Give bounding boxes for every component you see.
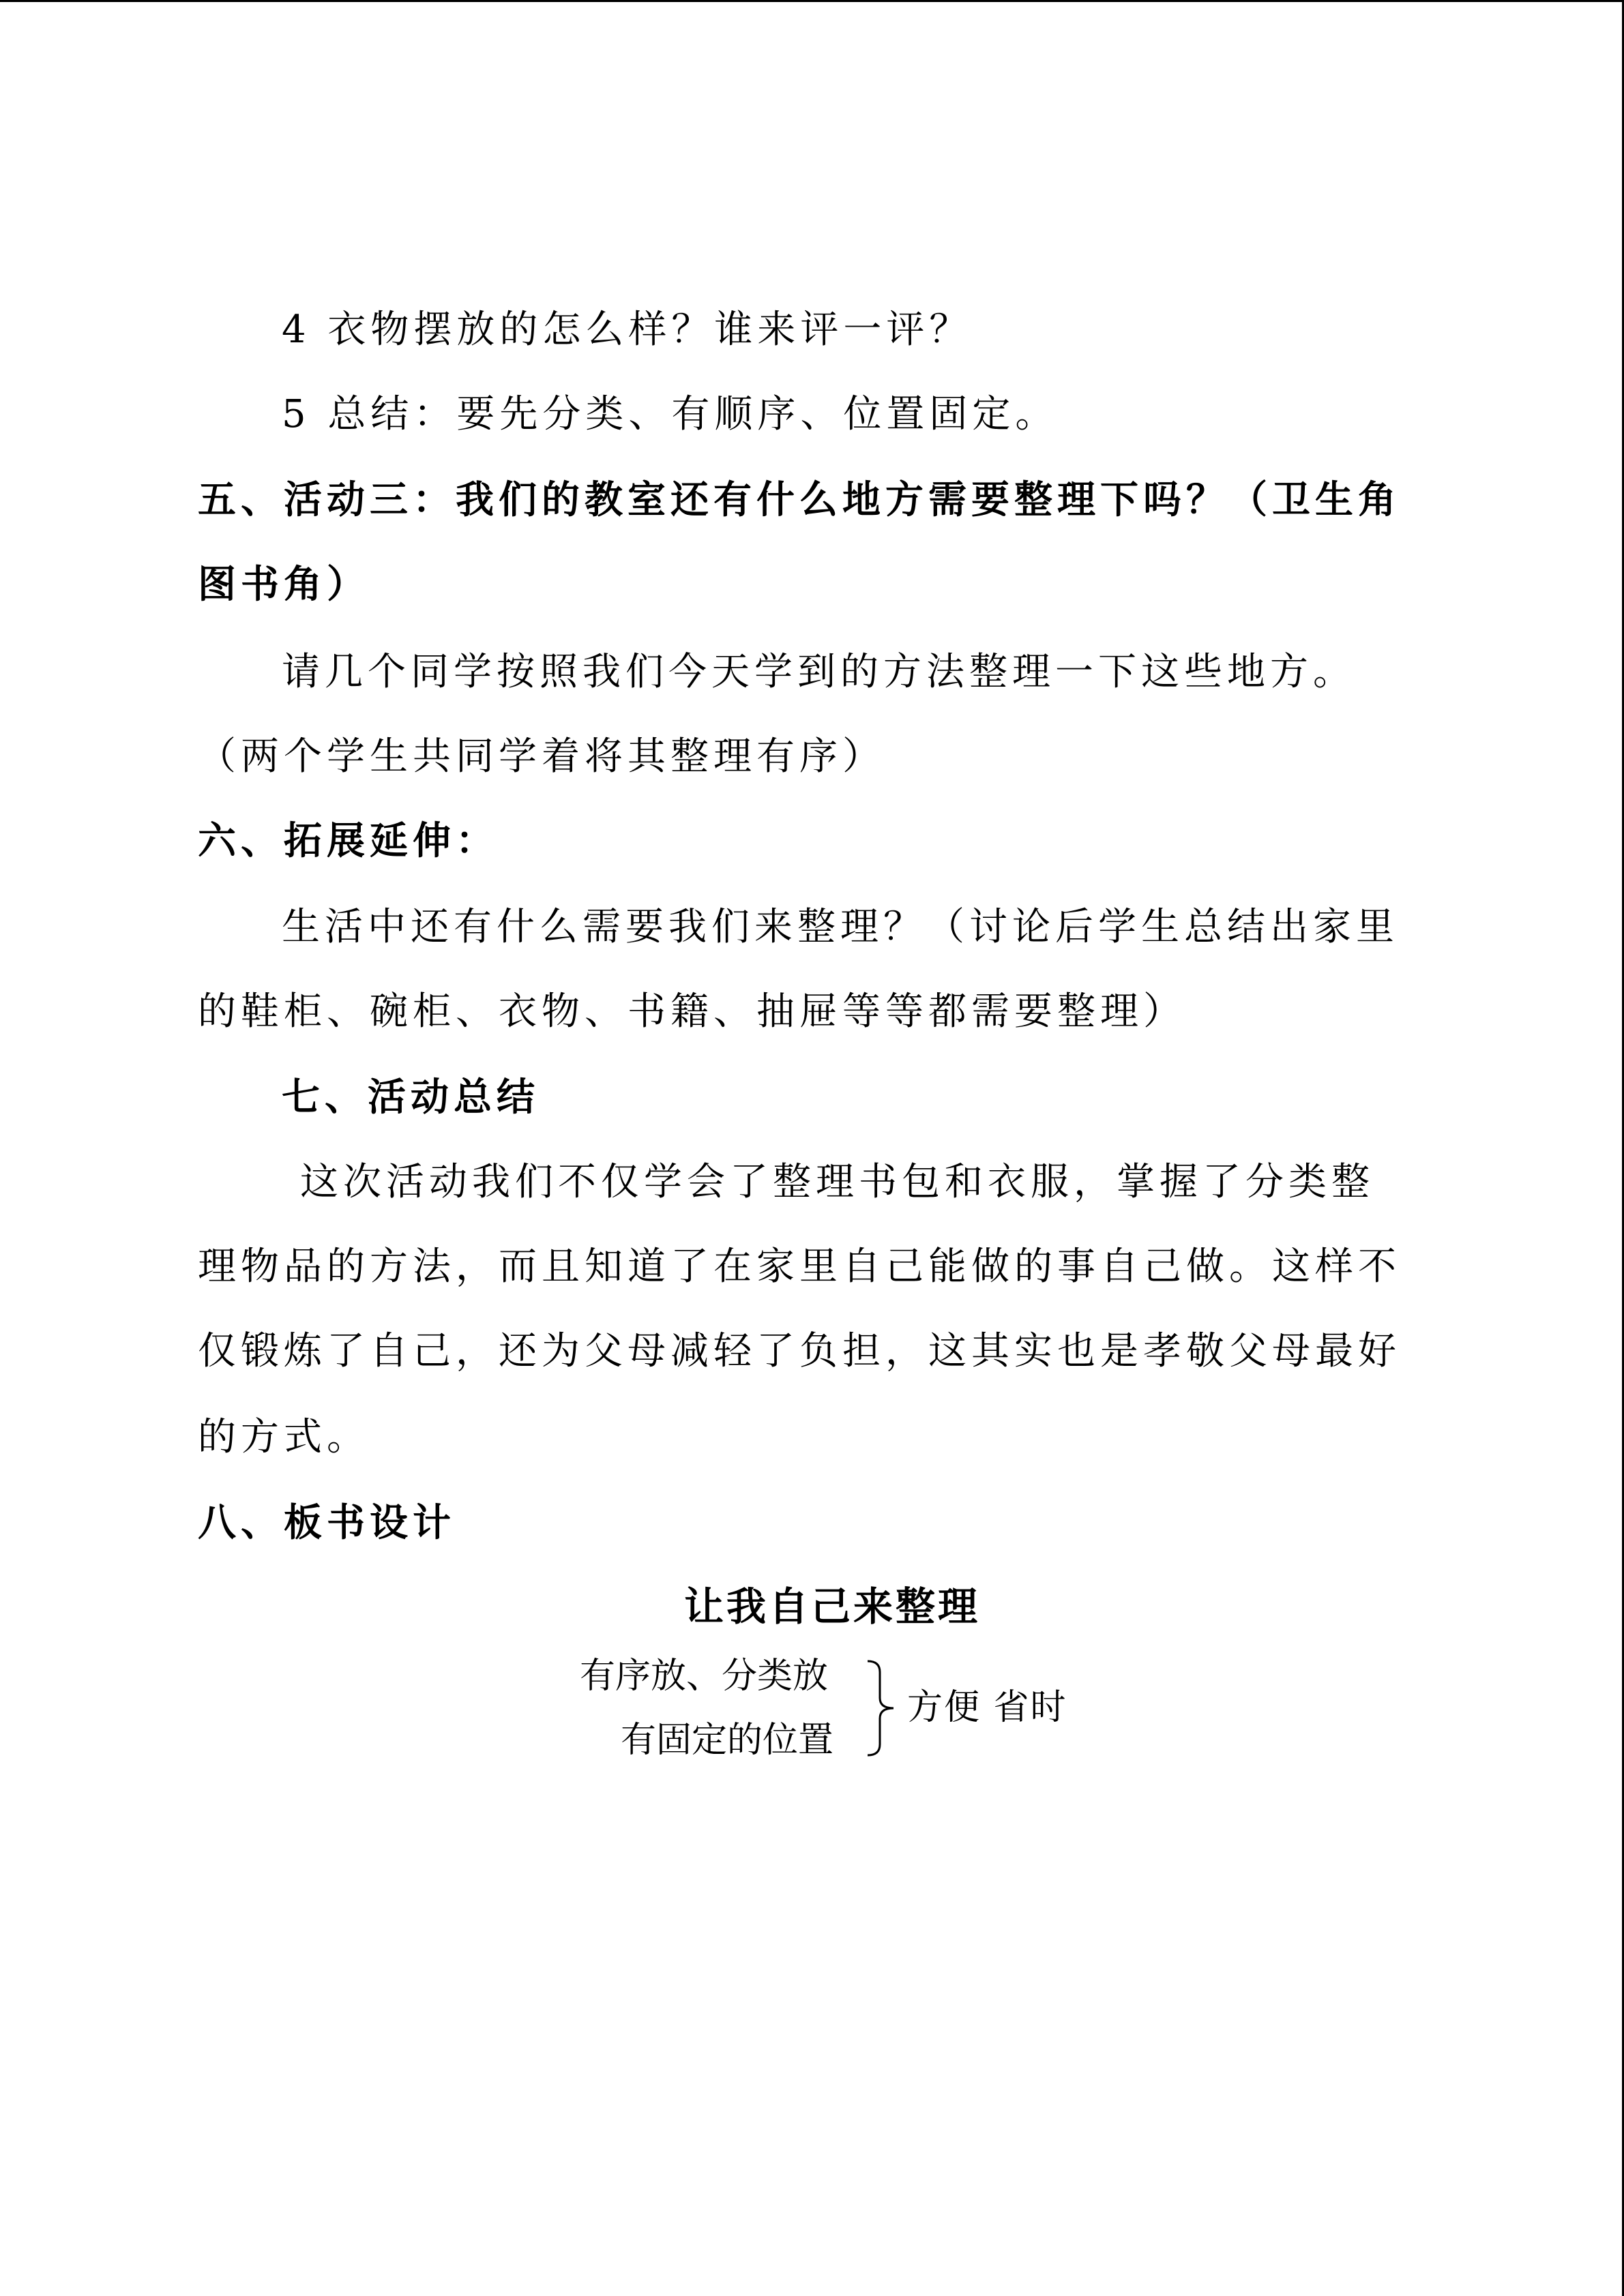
board-item-fixed-place: 有固定的位置: [621, 1720, 834, 1761]
heading-board-design: 八、板书设计: [198, 1501, 456, 1545]
right-brace-icon: [865, 1657, 906, 1759]
heading-activity-three-cont: 图书角）: [198, 563, 370, 607]
paragraph-summary: 这次活动我们不仅学会了整理书包和衣服，掌握了分类整: [300, 1160, 1374, 1204]
paragraph-activity-three-note: （两个学生共同学着将其整理有序）: [198, 734, 885, 779]
paragraph-step-4: 4 衣物摆放的怎么样？谁来评一评？: [282, 308, 973, 352]
paragraph-summary-cont-3: 的方式。: [198, 1415, 370, 1459]
paragraph-extension: 生活中还有什么需要我们来整理？（讨论后学生总结出家里: [282, 905, 1399, 949]
heading-summary: 七、活动总结: [282, 1075, 540, 1120]
heading-activity-three: 五、活动三：我们的教室还有什么地方需要整理下吗？（卫生角: [198, 478, 1401, 522]
page-border-top: [0, 0, 1624, 2]
paragraph-step-5: 5 总结：要先分类、有顺序、位置固定。: [282, 392, 1059, 436]
board-title: 让我自己来整理: [683, 1583, 980, 1630]
paragraph-activity-three: 请几个同学按照我们今天学到的方法整理一下这些地方。: [282, 650, 1356, 694]
board-item-order: 有序放、分类放: [580, 1656, 829, 1697]
paragraph-summary-cont-2: 仅锻炼了自己，还为父母减轻了负担，这其实也是孝敬父母最好: [198, 1329, 1401, 1373]
board-result: 方便 省时: [907, 1687, 1067, 1728]
heading-extension: 六、拓展延伸：: [198, 819, 499, 863]
paragraph-extension-cont: 的鞋柜、碗柜、衣物、书籍、抽屉等等都需要整理）: [198, 989, 1186, 1034]
paragraph-summary-cont-1: 理物品的方法，而且知道了在家里自己能做的事自己做。这样不: [198, 1244, 1401, 1289]
